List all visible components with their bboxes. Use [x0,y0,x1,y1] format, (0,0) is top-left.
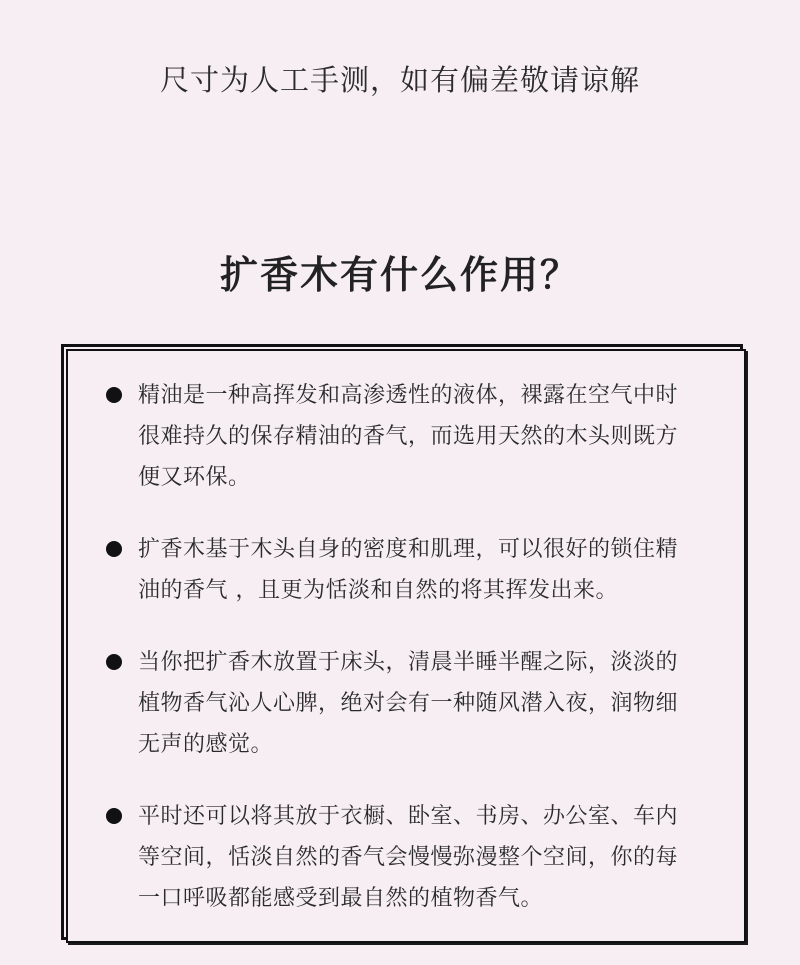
list-item-text: 当你把扩香木放置于床头，清晨半睡半醒之际，淡淡的植物香气沁人心脾，绝对会有一种随风潜入夜，润物细无声的感觉。 [138,650,679,757]
bullet-icon [106,654,122,670]
list-item-text: 扩香木基于木头自身的密度和肌理，可以很好的锁住精油的香气 ，且更为恬淡和自然的将其挥发出来。 [138,537,679,603]
bullet-icon [106,541,122,557]
bullet-icon [106,387,122,403]
list-item [100,529,680,611]
benefit-list [100,375,680,919]
section-heading: 扩香木有什么作用？ [219,253,580,297]
list-item [100,796,680,919]
list-item [100,642,680,765]
measurement-note: 尺寸为人工手测，如有偏差敬请谅解 [159,63,640,97]
bullet-icon [106,808,122,824]
list-item [100,375,680,498]
list-item-text: 平时还可以将其放于衣橱、卧室、书房、办公室、车内等空间，恬淡自然的香气会慢慢弥漫整个空间，你的每一口呼吸都能感受到最自然的植物香气。 [138,804,679,911]
list-item-text: 精油是一种高挥发和高渗透性的液体，裸露在空气中时很难持久的保存精油的香气，而选用天然的木头则既方便又环保。 [138,383,679,490]
